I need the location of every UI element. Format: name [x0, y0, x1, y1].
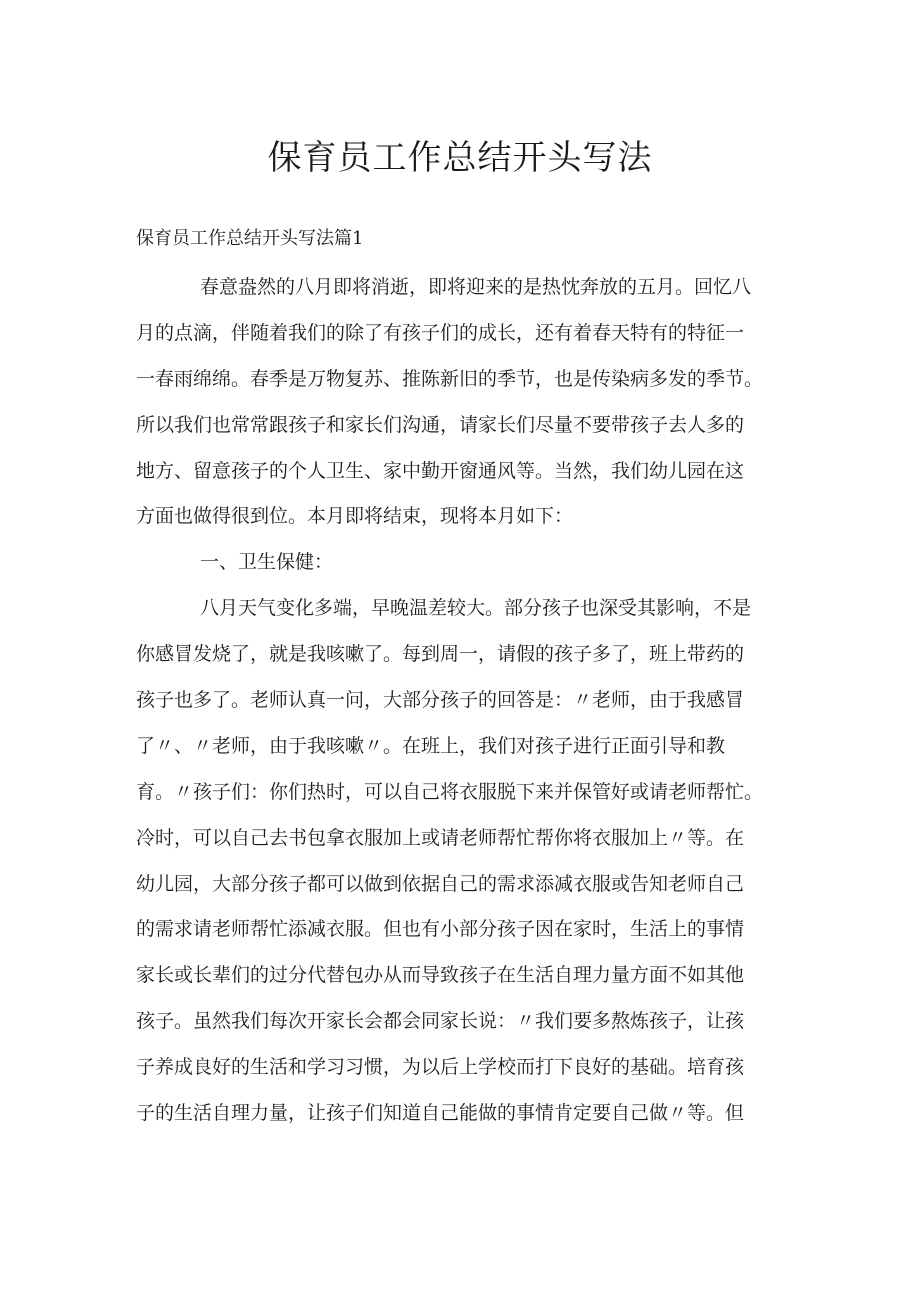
paragraph-line: 子的生活自理力量，让孩子们知道自己能做的事情肯定要自己做〃等。但 — [136, 1102, 745, 1125]
paragraph-line: 冷时，可以自己去书包拿衣服加上或请老师帮忙帮你将衣服加上〃等。在 — [136, 826, 745, 849]
body-text — [136, 265, 796, 1137]
paragraph-line: 方面也做得很到位。本月即将结束，现将本月如下： — [136, 505, 574, 528]
paragraph-line: 孩子。虽然我们每次开家长会都会同家长说：〃我们要多熬炼孩子，让孩 — [136, 1010, 745, 1033]
section-heading: 保育员工作总结开头写法篇1 — [136, 228, 364, 249]
paragraph-line: 育。〃孩子们：你们热时，可以自己将衣服脱下来并保管好或请老师帮忙。 — [136, 780, 764, 803]
paragraph-line: 孩子也多了。老师认真一问，大部分孩子的回答是：〃老师，由于我感冒 — [136, 689, 745, 712]
section-subheading: 一、卫生保健： — [200, 551, 334, 574]
paragraph-line: 地方、留意孩子的个人卫生、家中勤开窗通风等。当然，我们幼儿园在这 — [136, 459, 745, 482]
paragraph-line: 的需求请老师帮忙添减衣服。但也有小部分孩子因在家时，生活上的事情 — [136, 918, 745, 941]
paragraph-line: 你感冒发烧了，就是我咳嗽了。每到周一，请假的孩子多了，班上带药的 — [136, 643, 745, 666]
paragraph-line: 一春雨绵绵。春季是万物复苏、推陈新旧的季节，也是传染病多发的季节。 — [136, 367, 764, 390]
paragraph-line: 所以我们也常常跟孩子和家长们沟通，请家长们尽量不要带孩子去人多的 — [136, 413, 745, 436]
paragraph-line: 了〃、〃老师，由于我咳嗽〃。在班上，我们对孩子进行正面引导和教 — [136, 734, 726, 757]
paragraph-line: 子养成良好的生活和学习习惯，为以后上学校而打下良好的基础。培育孩 — [136, 1056, 745, 1079]
paragraph-line: 幼儿园，大部分孩子都可以做到依据自己的需求添减衣服或告知老师自己 — [136, 872, 745, 895]
paragraph-line: 春意盎然的八月即将消逝，即将迎来的是热忱奔放的五月。回忆八 — [200, 276, 752, 298]
paragraph-line: 八月天气变化多端，早晚温差较大。部分孩子也深受其影响，不是 — [200, 597, 752, 620]
document-title: 保育员工作总结开头写法 — [267, 138, 653, 178]
paragraph-line: 月的点滴，伴随着我们的除了有孩子们的成长，还有着春天特有的特征一 — [136, 321, 745, 344]
paragraph-line: 家长或长辈们的过分代替包办从而导致孩子在生活自理力量方面不如其他 — [136, 964, 745, 987]
